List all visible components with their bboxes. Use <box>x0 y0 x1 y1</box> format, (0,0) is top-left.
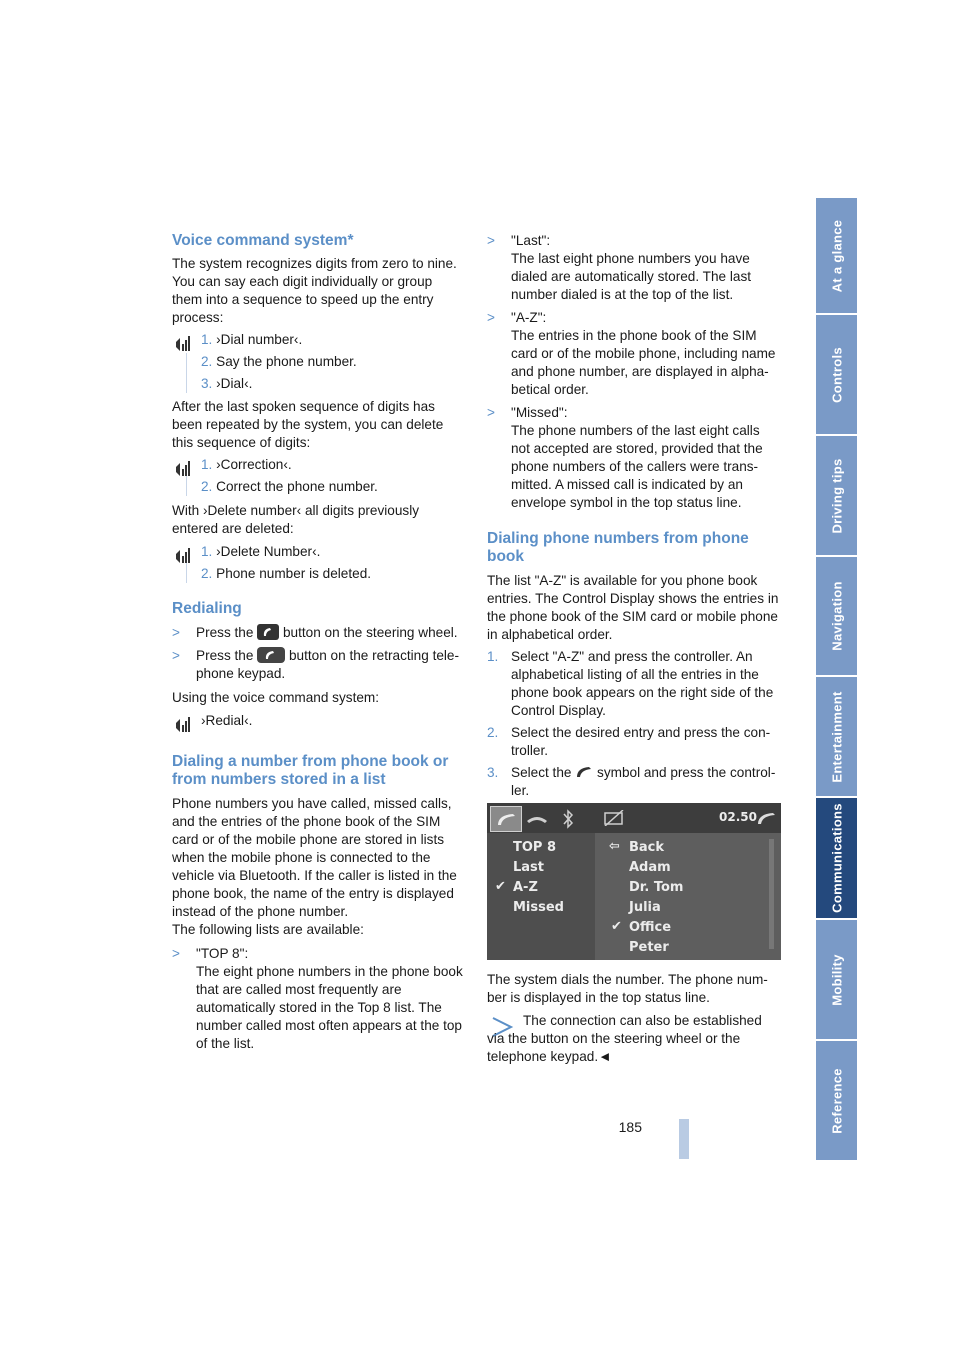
phone-icon <box>495 811 517 827</box>
side-tab-communications[interactable]: Communications <box>816 798 857 918</box>
display-entry[interactable]: Adam <box>629 860 671 875</box>
voice-command-icon <box>172 333 192 353</box>
section-heading-voice: Voice command system* <box>172 232 354 249</box>
redial-voice: ›Redial‹. <box>172 712 464 730</box>
voice-step: 3. ›Dial‹. <box>201 376 253 391</box>
check-icon: ✔ <box>495 879 506 894</box>
list-item-missed: > "Missed": The phone numbers of the last eight calls not accepted are stored, provided that the phone numbers of the callers were trans-mitted. A missed call is indicated by an envelope symbol in the top status line. <box>487 405 763 510</box>
page-number: 185 <box>618 1119 642 1135</box>
voice-step: 2. Correct the phone number. <box>201 479 378 494</box>
voice-steps-3 <box>172 543 464 583</box>
list-item-az: > "A-Z": The entries in the phone book of the SIM card or of the mobile phone, including name and phone number, are displayed in alpha-betical order. <box>487 310 776 397</box>
redial-bullet-2: > Press the button on the retracting tele-phone keypad. <box>172 648 460 681</box>
voice-step: 1. ›Correction‹. <box>201 457 292 472</box>
dialing-list-intro: Phone numbers you have called, missed calls, and the entries of the phone book of the SIM card or of the mobile phone are stored in lists when the mobile phone is connected to the vehicle via Bluetooth. If the caller is listed in the phone book, the name of the entry is displayed instead of the phone number. <box>172 796 457 919</box>
check-icon: ✔ <box>611 919 622 934</box>
phonebook-intro: The list "A-Z" is available for you phone book entries. The Control Display shows the entries in the phone book of the SIM card or mobile phone in alphabetical order. <box>487 573 779 642</box>
list-item-top8: > "TOP 8": The eight phone numbers in the phone book that are called most frequently are automatically stored in the Top 8 list. The number called most often appears at the top of the list. <box>172 946 463 1051</box>
handset-hangup-icon <box>525 811 549 827</box>
section-heading-dialing-list: Dialing a number from phone book or from numbers stored in a list <box>172 753 449 788</box>
list-item-last: > "Last": The last eight phone numbers you have dialed are automatically stored. The last number dialed is at the top of the list. <box>487 233 752 302</box>
display-entry[interactable]: Dr. Tom <box>629 880 684 895</box>
display-entry-selected[interactable]: Office <box>629 920 672 935</box>
voice-command-icon <box>172 714 192 734</box>
side-tab-driving-tips[interactable]: Driving tips <box>816 436 857 555</box>
bluetooth-icon <box>561 809 575 829</box>
display-entry[interactable]: Julia <box>629 900 661 915</box>
phonebook-step-1: 1. Select "A-Z" and press the controller. An alphabetical listing of all the entries in the phone book appears on the right side of the Control Display. <box>487 649 774 718</box>
page-number-bar <box>679 1119 689 1159</box>
steering-wheel-phone-button-icon <box>257 624 279 640</box>
voice-step: 1. ›Dial number‹. <box>201 332 303 347</box>
section-heading-redialing: Redialing <box>172 600 242 617</box>
voice-block-line <box>186 563 187 583</box>
voice-block-line <box>186 353 187 393</box>
voice-block-line <box>186 476 187 496</box>
note-text: The connection can also be established via the button on the steering wheel or the telephone keypad.◄ <box>487 1013 762 1064</box>
dialing-list-available: The following lists are available: <box>172 922 364 937</box>
display-time: 02.50 <box>719 810 757 824</box>
display-list-last[interactable]: Last <box>513 860 545 875</box>
voice-command-icon <box>172 545 192 565</box>
voice-after: After the last spoken sequence of digits has been repeated by the system, you can delete this sequence of digits: <box>172 399 444 450</box>
voice-steps-2 <box>172 456 464 496</box>
voice-step: 2. Phone number is deleted. <box>201 566 372 581</box>
side-tab-mobility[interactable]: Mobility <box>816 920 857 1039</box>
control-display-screenshot <box>487 803 781 960</box>
display-list-top8[interactable]: TOP 8 <box>513 840 557 855</box>
side-tab-navigation[interactable]: Navigation <box>816 557 857 675</box>
side-tab-entertainment[interactable]: Entertainment <box>816 677 857 796</box>
back-arrow-icon: ⇦ <box>609 839 620 854</box>
after-screen-text: The system dials the number. The phone num-ber is displayed in the top status line. <box>487 972 768 1005</box>
voice-steps-1 <box>172 331 464 393</box>
display-list-az[interactable]: A-Z <box>513 880 538 895</box>
phonebook-step-3: 3. Select the symbol and press the control-ler. <box>487 765 776 798</box>
side-tab-reference[interactable]: Reference <box>816 1041 857 1160</box>
display-entry[interactable]: Peter <box>629 940 669 955</box>
phonebook-step-2: 2. Select the desired entry and press the con-troller. <box>487 725 771 758</box>
right-column <box>487 232 781 800</box>
voice-command-icon <box>172 458 192 478</box>
redial-bullet-1: > Press the button on the steering wheel. <box>172 625 458 640</box>
side-tab-at-a-glance[interactable]: At a glance <box>816 198 857 313</box>
voice-intro: The system recognizes digits from zero to nine. You can say each digit individually or group them into a sequence to speed up the entry process: <box>172 256 457 325</box>
voice-step: 2. Say the phone number. <box>201 354 357 369</box>
display-list-missed[interactable]: Missed <box>513 900 564 915</box>
redial-using: Using the voice command system: <box>172 690 380 705</box>
side-tab-controls[interactable]: Controls <box>816 315 857 434</box>
handset-icon <box>575 765 593 779</box>
left-column <box>172 232 464 1053</box>
display-scrollbar <box>769 839 774 949</box>
no-message-icon <box>603 810 625 826</box>
keypad-phone-button-icon <box>257 647 285 663</box>
phone-status-icon <box>755 810 777 826</box>
display-entry-back[interactable]: Back <box>629 840 665 855</box>
section-heading-phonebook: Dialing phone numbers from phone book <box>487 530 749 565</box>
voice-step: 1. ›Delete Number‹. <box>201 544 321 559</box>
delete-intro: With ›Delete number‹ all digits previously entered are deleted: <box>172 503 420 536</box>
